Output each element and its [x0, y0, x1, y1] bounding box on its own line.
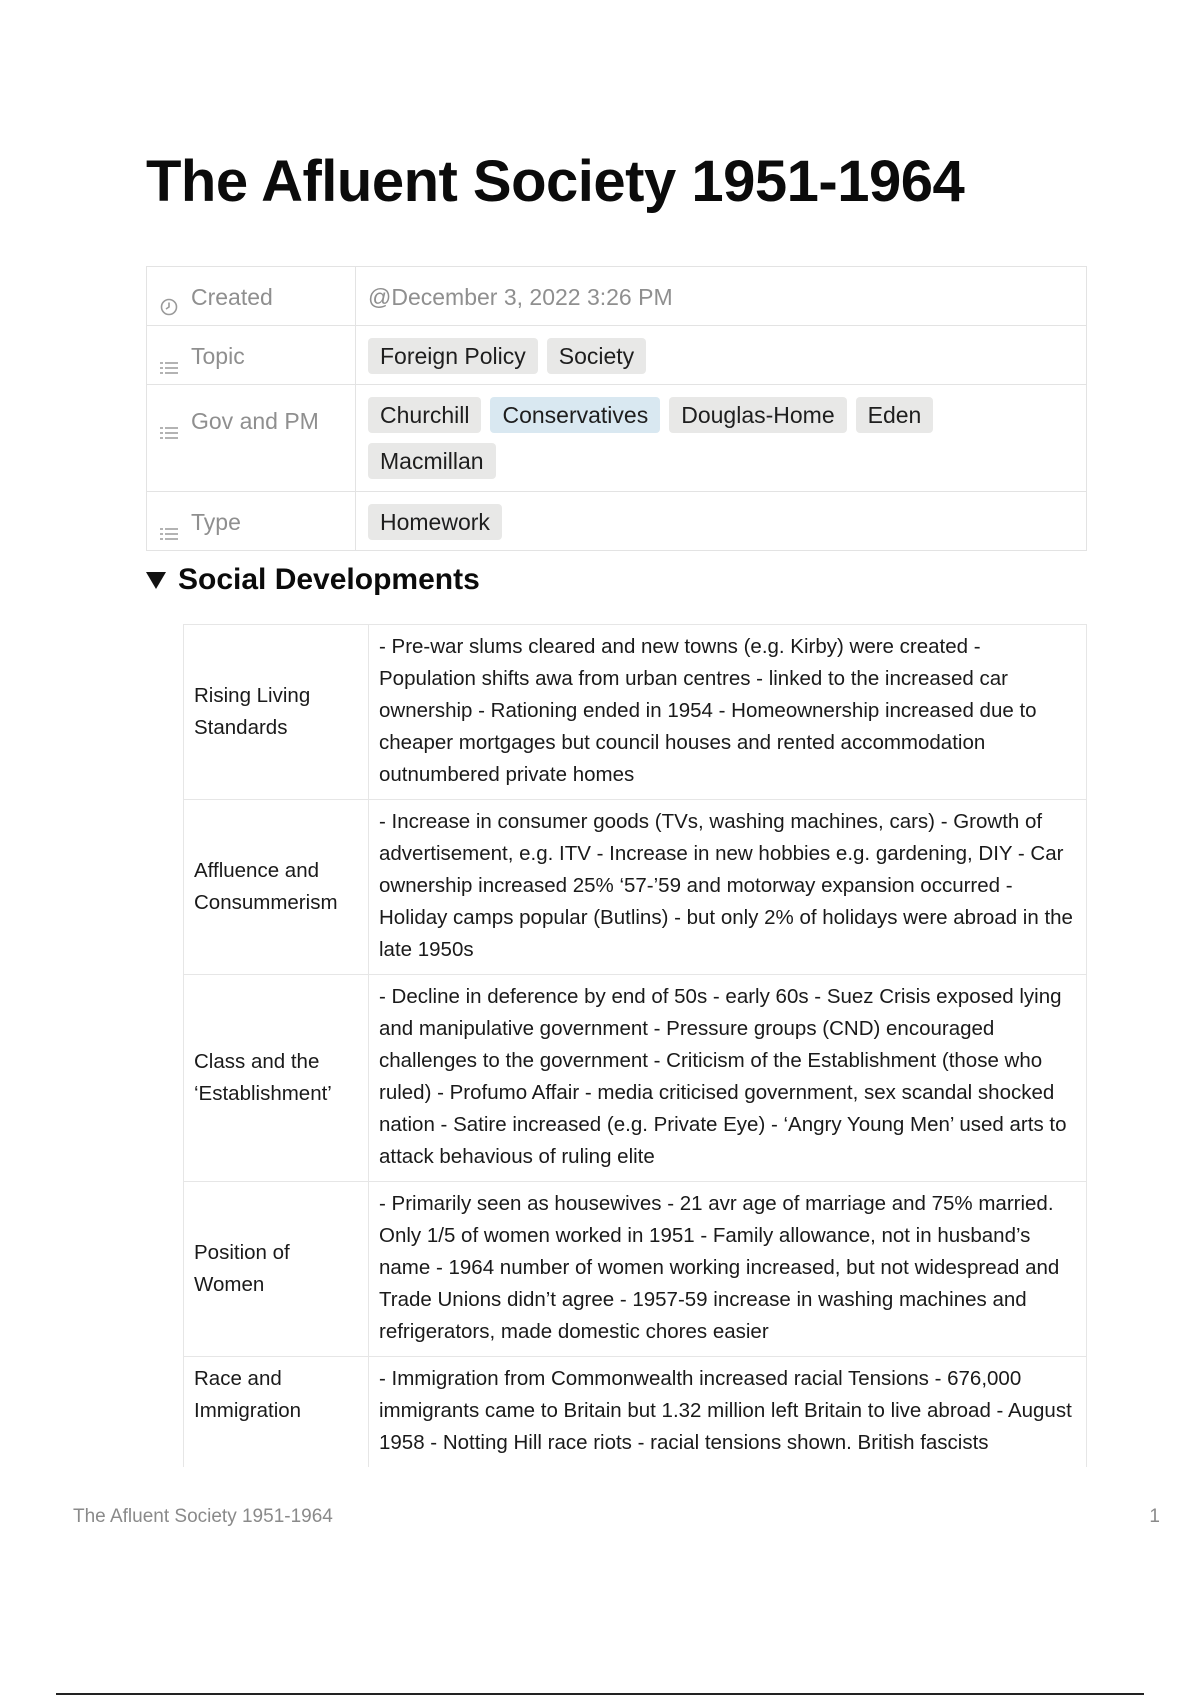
property-label-gov-pm[interactable]: [147, 385, 356, 492]
table-row: [184, 1182, 1087, 1357]
row-topic: Class and the ‘Establishment’: [184, 975, 369, 1182]
property-value-gov-pm[interactable]: [356, 385, 1087, 492]
divider: [56, 1693, 1144, 1695]
property-row-gov-pm: [147, 385, 1087, 492]
property-label-text: Created: [191, 284, 273, 310]
row-text: - Primarily seen as housewives - 21 avr age of marriage and 75% married. Only 1/5 of women worked in 1951 - Family allowance, not in husband’s name - 1964 number of women working increased, but not widespread and Trade Unions didn’t agree - 1957-59 increase in washing machines and refrigerators, made domestic chores easier: [369, 1182, 1087, 1357]
table-row: [184, 800, 1087, 975]
tag-eden[interactable]: Eden: [856, 397, 934, 433]
row-topic: Rising Living Standards: [184, 625, 369, 800]
property-label-text: Type: [191, 509, 241, 535]
row-topic: Race and Immigration: [184, 1357, 369, 1468]
tag-society[interactable]: Society: [547, 338, 646, 374]
table-row: [184, 1357, 1087, 1468]
property-value-topic[interactable]: [356, 326, 1087, 385]
toggle-triangle-icon[interactable]: [146, 572, 166, 589]
tag-churchill[interactable]: Churchill: [368, 397, 481, 433]
properties-table: [146, 266, 1087, 551]
tag-macmillan[interactable]: Macmillan: [368, 443, 496, 479]
list-icon: [159, 415, 181, 431]
property-label-type[interactable]: [147, 492, 356, 551]
row-topic: Affluence and Consummerism: [184, 800, 369, 975]
notes-table: [183, 624, 1087, 1467]
table-row: [184, 975, 1087, 1182]
property-label-created[interactable]: [147, 267, 356, 326]
property-label-text: Topic: [191, 343, 245, 369]
tag-conservatives[interactable]: Conservatives: [490, 397, 660, 433]
row-text: - Decline in deference by end of 50s - early 60s - Suez Crisis exposed lying and manipulative government - Pressure groups (CND) encouraged challenges to the government - Criticism of the Establishment (those who ruled) - Profumo Affair - media criticised government, sex scandal shocked nation - Satire increased (e.g. Private Eye) - ‘Angry Young Men’ used arts to attack behavious of ruling elite: [369, 975, 1087, 1182]
tag-homework[interactable]: Homework: [368, 504, 502, 540]
tag-foreign-policy[interactable]: Foreign Policy: [368, 338, 538, 374]
property-value-created[interactable]: [356, 267, 1087, 326]
table-row: [184, 625, 1087, 800]
row-text: - Immigration from Commonwealth increased racial Tensions - 676,000 immigrants came to Britain but 1.32 million left Britain to live abroad - August 1958 - Notting Hill race riots - racial tensions shown. British fascists: [369, 1357, 1087, 1468]
row-text: - Pre-war slums cleared and new towns (e.g. Kirby) were created - Population shifts awa from urban centres - linked to the increased car ownership - Rationing ended in 1954 - Homeownership increased due to cheaper mortgages but council houses and rented accommodation outnumbered private homes: [369, 625, 1087, 800]
toggle-heading[interactable]: [146, 563, 480, 597]
section-title: Social Developments: [178, 563, 480, 596]
footer-title: The Afluent Society 1951-1964: [73, 1506, 333, 1527]
property-row-created: [147, 267, 1087, 326]
tag-douglas-home[interactable]: Douglas-Home: [669, 397, 846, 433]
clock-icon: [159, 291, 181, 307]
property-label-text: Gov and PM: [191, 408, 319, 434]
property-value-type[interactable]: [356, 492, 1087, 551]
row-text: - Increase in consumer goods (TVs, washing machines, cars) - Growth of advertisement, e.g. ITV - Increase in new hobbies e.g. gardening, DIY - Car ownership increased 25% ‘57-’59 and motorway expansion occurred - Holiday camps popular (Butlins) - but only 2% of holidays were abroad in the late 1950s: [369, 800, 1087, 975]
created-date: @December 3, 2022 3:26 PM: [368, 284, 673, 310]
property-row-topic: [147, 326, 1087, 385]
list-icon: [159, 516, 181, 532]
page-title: The Afluent Society 1951-1964: [146, 149, 965, 214]
property-label-topic[interactable]: [147, 326, 356, 385]
page-number: 1: [1149, 1506, 1160, 1527]
property-row-type: [147, 492, 1087, 551]
list-icon: [159, 350, 181, 366]
row-topic: Position of Women: [184, 1182, 369, 1357]
